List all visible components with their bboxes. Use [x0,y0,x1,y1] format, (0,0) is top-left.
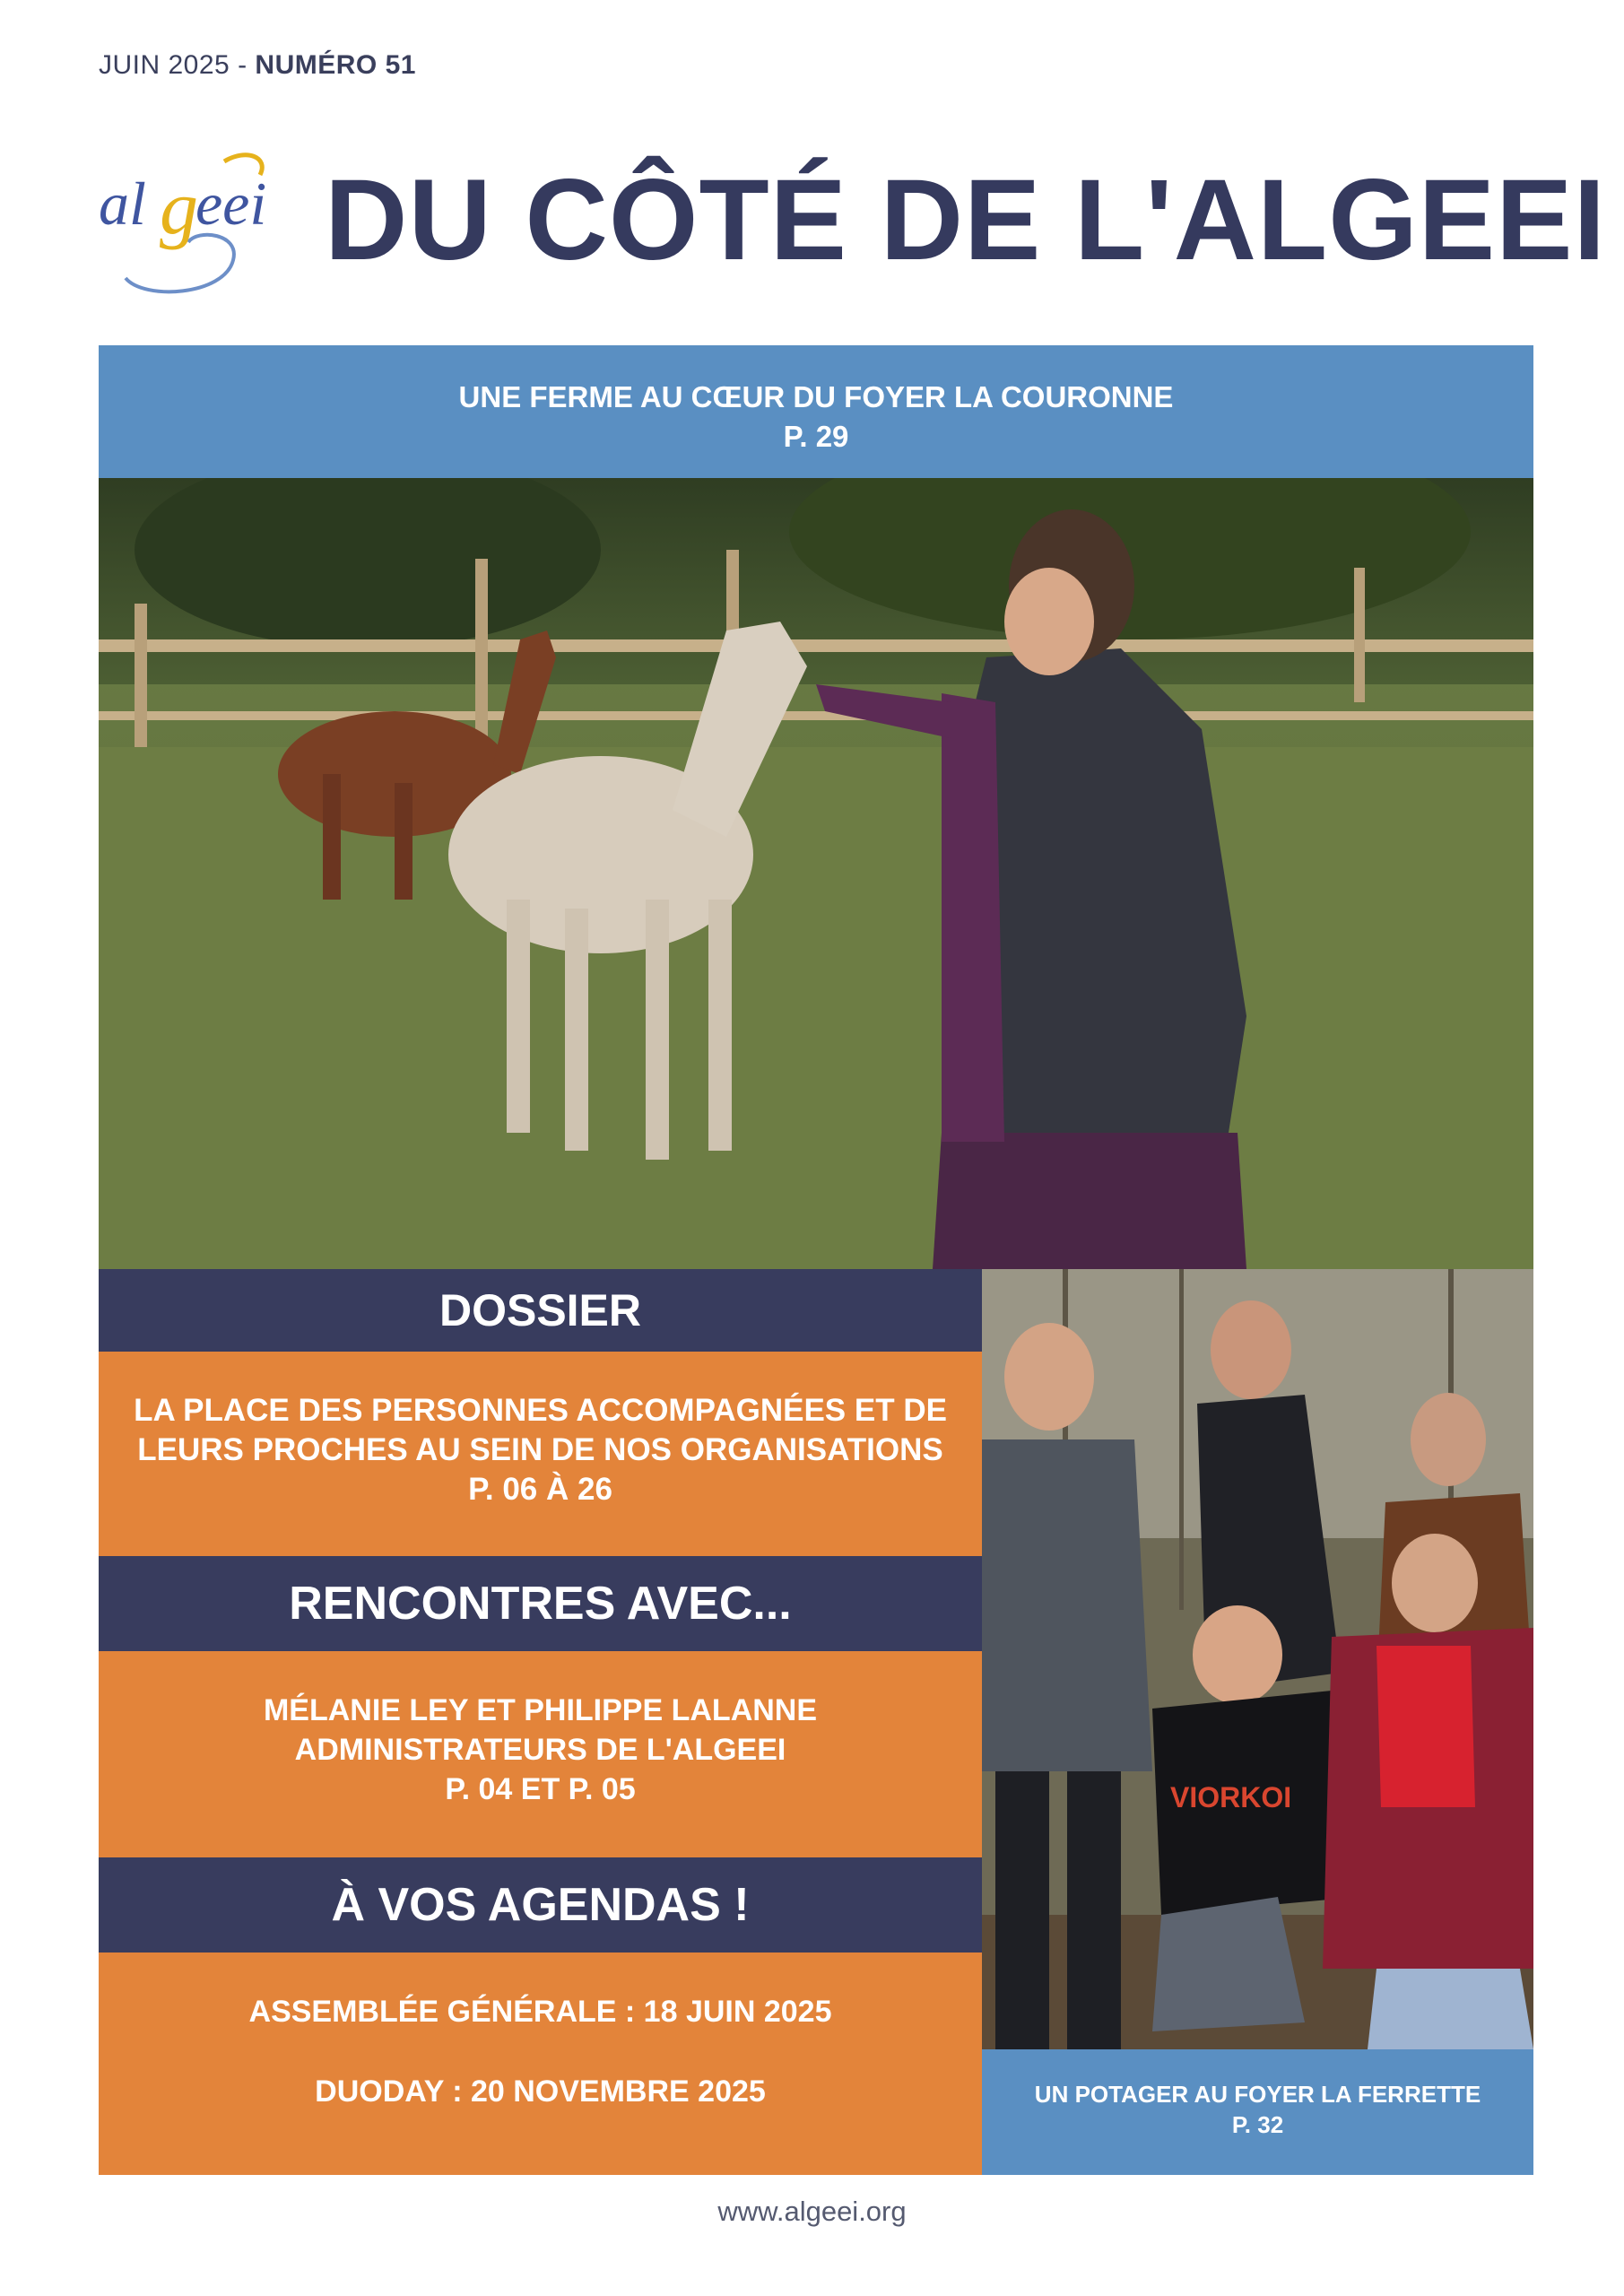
logo-text-right: eei [195,170,267,238]
issue-line [99,50,416,81]
photo-garden-group [982,1269,1533,2049]
algeei-logo [90,144,296,305]
magazine-title: DU CÔTÉ DE L'ALGEEI [325,156,1607,284]
dossier-line-2: LEURS PROCHES AU SEIN DE NOS ORGANISATIONS [137,1432,943,1467]
photo-alpaca-farm [99,478,1533,1269]
tshirt-print: VIORKOI [1170,1781,1292,1813]
top-feature-banner[interactable] [99,345,1533,478]
rencontres-heading: RENCONTRES AVEC... [99,1556,982,1651]
side-feature-banner[interactable] [982,2049,1533,2175]
agendas-box [99,1952,982,2175]
top-feature-page: P. 29 [783,420,849,453]
agendas-heading: À VOS AGENDAS ! [99,1857,982,1952]
rencontres-line-2: ADMINISTRATEURS DE L'ALGEEI [294,1733,786,1767]
rencontres-line-1: MÉLANIE LEY ET PHILIPPE LALANNE [263,1693,818,1727]
side-feature-title: UN POTAGER AU FOYER LA FERRETTE [1034,2081,1481,2108]
left-column [99,1269,982,2175]
side-feature-page: P. 32 [1231,2111,1284,2138]
logo-text-left: al [99,170,146,238]
top-feature-title: UNE FERME AU CŒUR DU FOYER LA COURONNE [458,380,1174,413]
dossier-line-1: LA PLACE DES PERSONNES ACCOMPAGNÉES ET DE [134,1393,947,1428]
cover-frame [99,345,1533,2175]
issue-date: JUIN 2025 - [99,50,248,80]
dossier-heading: DOSSIER [99,1269,982,1352]
issue-number: NUMÉRO 51 [255,50,416,80]
dossier-box[interactable] [99,1352,982,1556]
website-link[interactable]: www.algeei.org [717,2196,907,2227]
logo-text-g: g [160,164,198,250]
dossier-page: P. 06 À 26 [468,1472,612,1507]
agenda-event-duoday: DUODAY : 20 NOVEMBRE 2025 [315,2074,766,2109]
rencontres-page: P. 04 ET P. 05 [445,1772,636,1806]
rencontres-box[interactable] [99,1651,982,1857]
agenda-event-assemblee: ASSEMBLÉE GÉNÉRALE : 18 JUIN 2025 [248,1995,832,2029]
